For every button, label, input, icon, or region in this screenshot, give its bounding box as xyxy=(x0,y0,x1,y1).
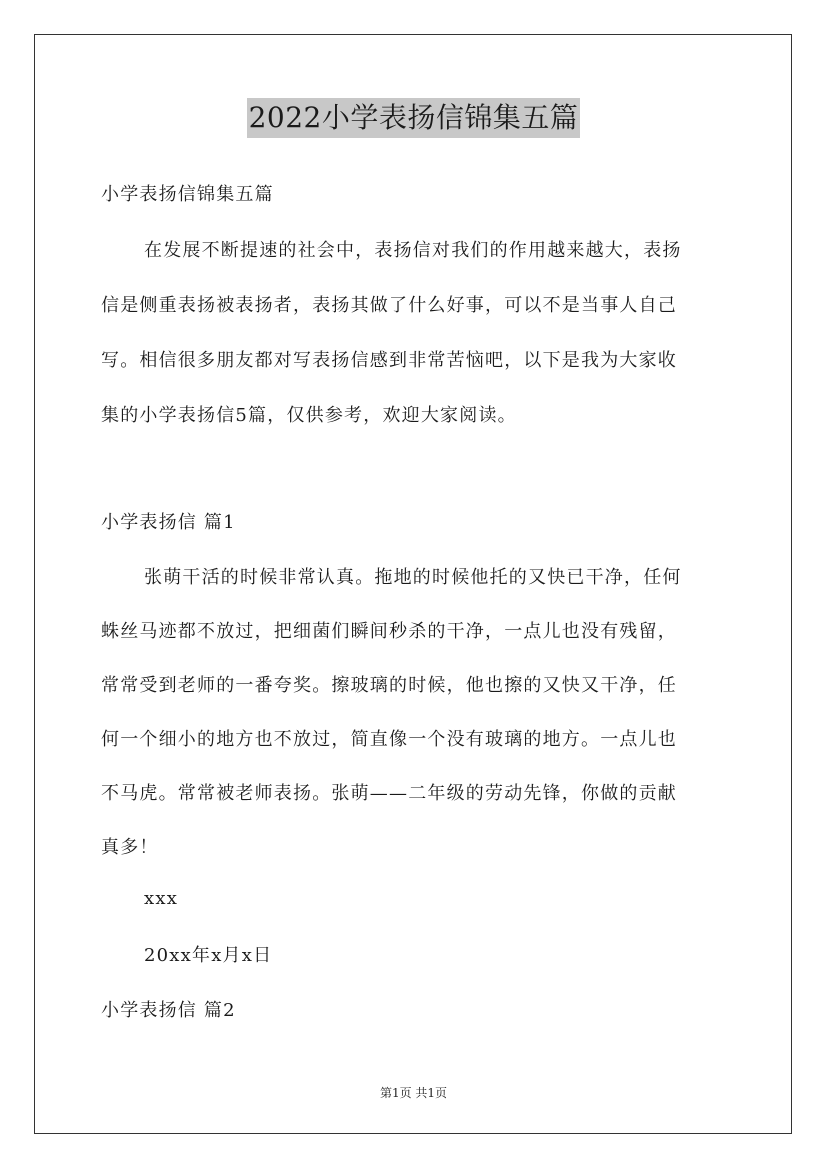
date: 20xx年x月x日 xyxy=(144,945,273,966)
section1-line-2: 蛛丝马迹都不放过，把细菌们瞬间秒杀的干净，一点儿也没有残留， xyxy=(101,621,677,642)
document-title: 2022小学表扬信锦集五篇 xyxy=(247,98,581,138)
page-footer: 第1页 共1页 xyxy=(379,1086,448,1100)
section1-line-3: 常常受到老师的一番夸奖。擦玻璃的时候，他也擦的又快又干净，任 xyxy=(101,675,677,696)
document-subtitle: 小学表扬信锦集五篇 xyxy=(101,184,274,205)
intro-line-3: 写。相信很多朋友都对写表扬信感到非常苦恼吧，以下是我为大家收 xyxy=(101,350,677,371)
title-container xyxy=(0,98,827,138)
signature: xxx xyxy=(144,888,179,909)
section1-heading: 小学表扬信 篇1 xyxy=(101,512,236,533)
section1-line-4: 何一个细小的地方也不放过，简直像一个没有玻璃的地方。一点儿也 xyxy=(101,729,677,750)
intro-line-4: 集的小学表扬信5篇，仅供参考，欢迎大家阅读。 xyxy=(101,405,517,426)
section1-line-1: 张萌干活的时候非常认真。拖地的时候他托的又快已干净，任何 xyxy=(144,567,682,588)
intro-line-2: 信是侧重表扬被表扬者，表扬其做了什么好事，可以不是当事人自己 xyxy=(101,295,677,316)
section1-line-6: 真多！ xyxy=(101,837,159,858)
section2-heading: 小学表扬信 篇2 xyxy=(101,1000,236,1021)
section1-line-5: 不马虎。常常被老师表扬。张萌——二年级的劳动先锋，你做的贡献 xyxy=(101,783,677,804)
intro-line-1: 在发展不断提速的社会中，表扬信对我们的作用越来越大，表扬 xyxy=(144,240,682,261)
